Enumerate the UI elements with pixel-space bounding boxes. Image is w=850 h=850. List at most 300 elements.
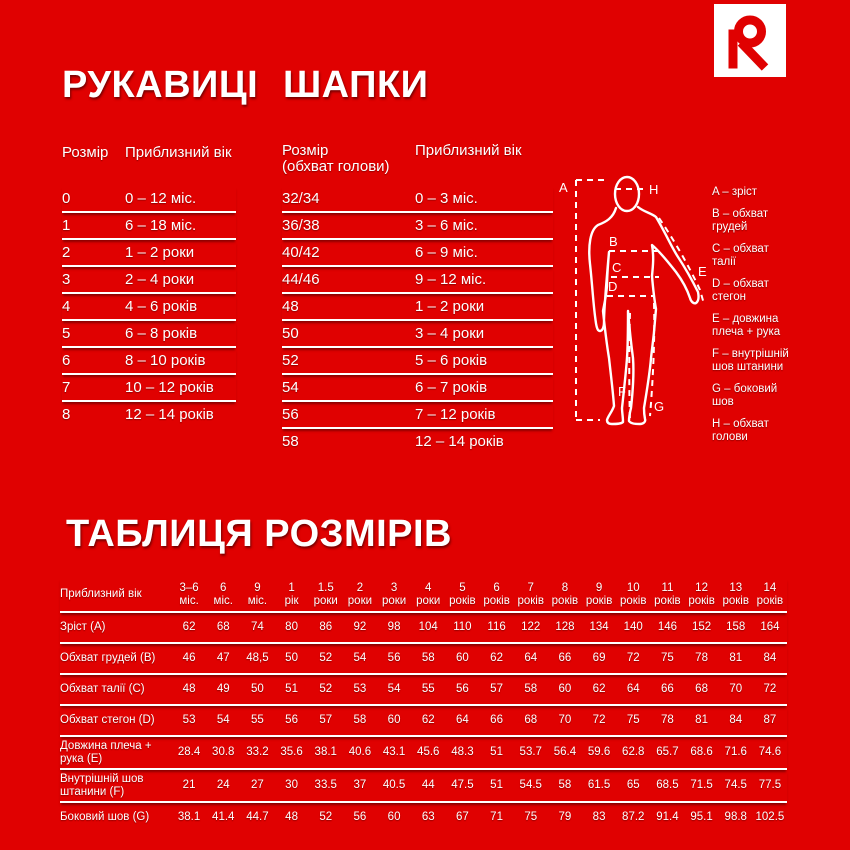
hats-col-size-line2: (обхват голови) (282, 158, 390, 175)
figure-label-A: A (559, 180, 568, 195)
hats-table-row (282, 267, 553, 294)
age-column-unit: років (585, 594, 613, 607)
mittens-table-row (62, 294, 236, 321)
age-column-unit: років (449, 594, 476, 607)
age-column-unit: роки (313, 594, 338, 607)
size-table-value-cell: 50 (285, 652, 298, 665)
size-table-value-cell: 62 (490, 652, 503, 665)
mittens-table-header (62, 145, 236, 161)
age-column-unit: років (483, 594, 510, 607)
mittens-table (62, 186, 236, 427)
mittens-table-row (62, 348, 236, 375)
age-column-unit: міс. (179, 594, 199, 607)
size-table-value-cell: 104 (418, 621, 438, 634)
age-column-unit: роки (381, 594, 407, 607)
hats-table-row (282, 321, 553, 348)
size-table-age-column (343, 582, 377, 607)
legend-item-line: C – обхват (712, 243, 769, 255)
size-table-age-column (753, 582, 787, 607)
size-table-value-cell: 140 (623, 621, 643, 634)
size-table-value-cell: 33.2 (246, 746, 269, 759)
size-table-age-column (172, 582, 206, 607)
legend-item-line: шов штанини (712, 361, 784, 373)
size-table-value-cell: 57 (490, 683, 503, 696)
size-table-value-cell: 40.5 (382, 779, 406, 792)
size-table-value-cell: 56 (285, 714, 298, 727)
mittens-age-cell: 8 – 10 років (125, 352, 206, 369)
size-table-value-cell: 63 (421, 811, 435, 824)
hats-table-row (282, 375, 553, 402)
size-table-value-cell: 72 (592, 714, 606, 727)
age-column-number: 7 (527, 582, 534, 594)
hats-col-size-line1: Розмір (282, 142, 329, 159)
age-column-number: 11 (661, 582, 674, 594)
size-table-value-cell: 71.5 (690, 779, 713, 792)
size-table-row (60, 644, 787, 675)
age-column-number: 1.5 (317, 582, 334, 594)
hats-age-cell: 6 – 7 років (415, 379, 488, 396)
legend-item (712, 383, 832, 409)
age-column-unit: років (619, 594, 647, 607)
size-table-value-cell: 95.1 (690, 811, 713, 824)
legend-item (712, 348, 832, 374)
size-table-age-column (582, 582, 616, 607)
size-table-value-cell: 45.6 (417, 746, 440, 759)
legend-item-line: плеча + рука (712, 326, 781, 338)
size-table-row-label: Довжина плеча + рука (E) (60, 740, 152, 765)
legend-item-line: D – обхват (712, 278, 769, 290)
size-table-value-cell: 52 (319, 652, 333, 665)
hats-age-cell: 12 – 14 років (415, 433, 504, 450)
size-table-value-cell: 116 (487, 621, 506, 634)
size-table-value-cell: 98 (387, 621, 401, 634)
size-table-value-cell: 66 (661, 683, 674, 696)
size-table-value-cell: 67 (456, 811, 469, 824)
mittens-size-cell: 1 (62, 217, 71, 234)
size-table-value-cell: 98.8 (724, 811, 747, 824)
hats-age-cell: 6 – 9 міс. (415, 244, 478, 261)
size-table-value-cell: 83 (592, 811, 606, 824)
size-table-value-cell: 47.5 (451, 779, 474, 792)
size-table-value-cell: 52 (319, 683, 333, 696)
hats-size-cell: 56 (282, 406, 299, 423)
size-table-value-cell: 38.1 (177, 811, 201, 824)
size-table-value-cell: 74 (251, 621, 264, 634)
age-column-number: 5 (459, 582, 466, 594)
measurement-legend (712, 186, 832, 453)
size-table-value-cell: 58 (558, 779, 572, 792)
figure-label-H: H (649, 182, 659, 197)
size-table-value-cell: 60 (387, 811, 401, 824)
age-column-unit: міс. (213, 594, 233, 607)
size-table-age-column (685, 582, 719, 607)
size-table-value-cell: 64 (626, 683, 640, 696)
mittens-age-cell: 6 – 8 років (125, 325, 198, 342)
age-column-unit: років (551, 594, 579, 607)
mittens-size-cell: 8 (62, 406, 71, 423)
hats-size-cell: 32/34 (282, 190, 320, 207)
legend-item-line: G – боковий (712, 383, 778, 395)
size-table-value-cell: 44.7 (246, 811, 269, 824)
size-table-value-cell: 65.7 (656, 746, 679, 759)
size-table-value-cell: 51 (285, 683, 298, 696)
size-table-value-cell: 62 (421, 714, 435, 727)
size-table-value-cell: 54.5 (519, 779, 542, 792)
hats-table (282, 186, 553, 454)
age-column-number: 10 (626, 582, 640, 594)
size-table-value-cell: 68 (524, 714, 538, 727)
size-table-value-cell: 75 (524, 811, 538, 824)
size-table-value-cell: 60 (387, 714, 401, 727)
mittens-table-row (62, 213, 236, 240)
size-table-value-cell: 53.7 (519, 746, 542, 759)
size-table-row-label: Боковий шов (G) (60, 811, 150, 824)
size-table-value-cell: 35.6 (280, 746, 303, 759)
size-table-value-cell: 48.3 (451, 746, 474, 759)
mittens-table-row (62, 186, 236, 213)
size-table-value-cell: 71.6 (724, 746, 747, 759)
size-table-value-cell: 62.8 (622, 746, 645, 759)
size-table-value-cell: 75 (626, 714, 640, 727)
age-column-number: 12 (695, 582, 708, 594)
size-table-value-cell: 56 (456, 683, 469, 696)
age-column-number: 4 (425, 582, 432, 594)
size-table-age-column (445, 582, 479, 607)
mittens-age-cell: 12 – 14 років (125, 406, 214, 423)
size-table-value-cell: 69 (592, 652, 606, 665)
legend-item-line: грудей (712, 221, 748, 233)
size-table-value-cell: 60 (558, 683, 572, 696)
size-table-value-cell: 54 (216, 714, 230, 727)
size-table-age-column (480, 582, 514, 607)
size-table-value-cell: 64 (456, 714, 469, 727)
size-table-value-cell: 56 (353, 811, 367, 824)
size-table-value-cell: 78 (695, 652, 708, 665)
size-table-value-cell: 70 (729, 683, 743, 696)
size-table-value-cell: 43.1 (382, 746, 406, 759)
size-table-value-cell: 53 (182, 714, 196, 727)
measure-line-F (629, 313, 630, 422)
size-table-value-cell: 61.5 (587, 779, 611, 792)
size-table-value-cell: 66 (558, 652, 572, 665)
mittens-table-row (62, 267, 236, 294)
size-table-value-cell: 62 (592, 683, 606, 696)
size-table-value-cell: 84 (729, 714, 743, 727)
size-table-row-label: Обхват талії (C) (60, 683, 145, 696)
hats-table-row (282, 240, 553, 267)
size-table-value-cell: 49 (216, 683, 230, 696)
hats-age-cell: 7 – 12 років (415, 406, 496, 423)
age-column-unit: міс. (247, 594, 268, 607)
size-table-age-column (309, 582, 343, 607)
hats-table-row (282, 294, 553, 321)
size-table-row-label: Обхват грудей (B) (60, 652, 156, 665)
size-table-value-cell: 54 (387, 683, 401, 696)
size-table-row-label: Зріст (A) (60, 621, 106, 634)
size-table-value-cell: 48 (182, 683, 196, 696)
mittens-size-cell: 7 (62, 379, 71, 396)
size-table-age-column (548, 582, 582, 607)
hats-size-cell: 50 (282, 325, 299, 342)
mittens-col-size: Розмір (62, 144, 109, 161)
age-column-number: 3–6 (179, 582, 199, 594)
age-column-unit: років (688, 594, 715, 607)
size-table-value-cell: 64 (524, 652, 538, 665)
size-table-header-row (60, 578, 787, 613)
hats-age-cell: 9 – 12 міс. (415, 271, 487, 288)
mittens-age-cell: 1 – 2 роки (125, 244, 195, 261)
size-table-value-cell: 158 (726, 621, 746, 634)
size-table-value-cell: 48 (285, 811, 298, 824)
size-table-value-cell: 30 (285, 779, 298, 792)
size-table-value-cell: 152 (691, 621, 712, 634)
size-table-value-cell: 51 (490, 779, 503, 792)
size-table-row-label: Внутрішній шов штанини (F) (60, 773, 144, 798)
size-table-value-cell: 102.5 (755, 811, 785, 824)
size-table-value-cell: 72 (763, 683, 777, 696)
size-table-value-cell: 92 (353, 621, 367, 634)
mittens-age-cell: 10 – 12 років (125, 379, 214, 396)
hats-title: ШАПКИ (283, 64, 429, 106)
size-table-value-cell: 51 (490, 746, 503, 759)
hats-table-row (282, 213, 553, 240)
size-table-value-cell: 68.6 (690, 746, 713, 759)
age-column-number: 14 (763, 582, 777, 594)
size-table-value-cell: 47 (216, 652, 230, 665)
size-table-age-column (275, 582, 309, 607)
size-table-title: ТАБЛИЦЯ РОЗМІРІВ (66, 513, 452, 555)
size-table-value-cell: 58 (353, 714, 367, 727)
age-column-number: 13 (729, 582, 743, 594)
age-column-number: 6 (493, 582, 500, 594)
age-column-number: 8 (561, 582, 569, 594)
age-column-number: 9 (254, 582, 261, 594)
mittens-age-cell: 0 – 12 міс. (125, 190, 197, 207)
mittens-size-cell: 0 (62, 190, 71, 207)
figure-label-C: C (612, 260, 622, 275)
size-table-value-cell: 41.4 (212, 811, 235, 824)
reima-r-icon (714, 4, 786, 77)
size-table-value-cell: 44 (421, 779, 435, 792)
size-table-value-cell: 84 (763, 652, 777, 665)
age-column-number: 1 (288, 582, 295, 594)
size-table-value-cell: 72 (626, 652, 640, 665)
legend-item-line: B – обхват (712, 208, 769, 220)
brand-logo (714, 4, 786, 77)
size-table-value-cell: 68 (695, 683, 708, 696)
legend-item-line: талії (712, 256, 736, 268)
hats-size-cell: 52 (282, 352, 299, 369)
age-column-unit: років (654, 594, 681, 607)
size-table-value-cell: 33.5 (314, 779, 337, 792)
legend-item-line: A – зріст (712, 186, 758, 198)
figure-label-F: F (618, 384, 626, 399)
hats-table-row (282, 429, 553, 454)
size-table-header-label: Приблизний вік (60, 588, 142, 601)
size-table-value-cell: 50 (251, 683, 264, 696)
age-column-unit: рік (284, 594, 299, 607)
size-table-value-cell: 21 (182, 779, 196, 792)
mittens-size-cell: 4 (62, 298, 71, 315)
size-table-value-cell: 79 (558, 811, 572, 824)
size-table-age-column (377, 582, 411, 607)
size-table-row (60, 737, 787, 770)
size-table-value-cell: 58 (421, 652, 435, 665)
mittens-age-cell: 2 – 4 роки (125, 271, 195, 288)
hats-size-cell: 58 (282, 433, 299, 450)
size-table-value-cell: 77.5 (758, 779, 782, 792)
size-table-value-cell: 80 (285, 621, 298, 634)
size-table-value-cell: 57 (319, 714, 333, 727)
size-table-value-cell: 30.8 (212, 746, 235, 759)
size-table-value-cell: 91.4 (656, 811, 679, 824)
age-column-unit: років (722, 594, 749, 607)
hats-age-cell: 5 – 6 років (415, 352, 488, 369)
size-table-age-column (514, 582, 548, 607)
size-table-value-cell: 55 (251, 714, 264, 727)
size-table-value-cell: 55 (421, 683, 435, 696)
size-table-value-cell: 70 (558, 714, 572, 727)
size-table-age-column (206, 582, 240, 607)
hats-age-cell: 0 – 3 міс. (415, 190, 478, 207)
size-table-value-cell: 24 (216, 779, 230, 792)
hats-table-row (282, 348, 553, 375)
figure-label-G: G (654, 399, 665, 414)
legend-item (712, 278, 832, 304)
size-table-value-cell: 87.2 (622, 811, 645, 824)
hats-age-cell: 3 – 4 роки (415, 325, 485, 342)
hats-size-cell: 48 (282, 298, 299, 315)
size-table-row (60, 706, 787, 737)
size-table-value-cell: 81 (695, 714, 708, 727)
size-table-value-cell: 68.5 (656, 779, 679, 792)
mittens-size-cell: 5 (62, 325, 71, 342)
age-column-number: 2 (356, 582, 364, 594)
mittens-title: РУКАВИЦІ (62, 64, 259, 106)
age-column-unit: років (517, 594, 544, 607)
size-table-age-column (719, 582, 753, 607)
size-table-value-cell: 146 (657, 621, 677, 634)
hats-size-cell: 36/38 (282, 217, 320, 234)
size-table-value-cell: 65 (626, 779, 640, 792)
figure-head (615, 177, 639, 211)
size-table-age-column (411, 582, 445, 607)
size-table-value-cell: 59.6 (587, 746, 611, 759)
age-column-number: 3 (390, 582, 398, 594)
legend-item (712, 243, 832, 269)
hats-table-header (282, 143, 553, 175)
size-table-value-cell: 40.6 (348, 746, 372, 759)
mittens-age-cell: 4 – 6 років (125, 298, 198, 315)
size-table-value-cell: 28.4 (177, 746, 201, 759)
size-table-row (60, 770, 787, 803)
size-table-value-cell: 52 (319, 811, 333, 824)
age-column-number: 9 (595, 582, 603, 594)
mittens-age-cell: 6 – 18 міс. (125, 217, 197, 234)
size-table-value-cell: 128 (555, 621, 575, 634)
legend-item-line: стегон (712, 291, 746, 303)
size-table-value-cell: 53 (353, 683, 367, 696)
size-table-value-cell: 27 (251, 779, 264, 792)
size-table-value-cell: 56 (387, 652, 401, 665)
legend-item (712, 313, 832, 339)
mittens-table-row (62, 240, 236, 267)
size-table-value-cell: 60 (456, 652, 469, 665)
legend-item-line: шов (712, 396, 734, 408)
size-table-value-cell: 58 (524, 683, 538, 696)
mittens-size-cell: 3 (62, 271, 71, 288)
size-table-age-column (650, 582, 684, 607)
mittens-col-age: Приблизний вік (125, 144, 232, 161)
size-table-value-cell: 74.6 (758, 746, 782, 759)
size-table (60, 578, 787, 832)
legend-item (712, 186, 832, 199)
size-table-row (60, 675, 787, 706)
size-table-value-cell: 75 (661, 652, 674, 665)
figure-label-E: E (698, 264, 707, 279)
size-table-row (60, 803, 787, 832)
size-table-value-cell: 48,5 (246, 652, 269, 665)
size-table-age-column (616, 582, 650, 607)
size-table-value-cell: 122 (521, 621, 541, 634)
age-column-unit: роки (347, 594, 373, 607)
size-table-age-column (240, 582, 274, 607)
hats-age-cell: 1 – 2 роки (415, 298, 485, 315)
size-table-value-cell: 110 (453, 621, 472, 634)
legend-item (712, 418, 832, 444)
hats-table-row (282, 402, 553, 429)
size-table-value-cell: 54 (353, 652, 367, 665)
legend-item-line: H – обхват (712, 418, 769, 430)
hats-col-age: Приблизний вік (415, 142, 522, 159)
mittens-table-row (62, 402, 236, 427)
size-table-value-cell: 56.4 (553, 746, 577, 759)
size-table-value-cell: 46 (182, 652, 196, 665)
size-table-value-cell: 38.1 (314, 746, 337, 759)
size-table-row (60, 613, 787, 644)
mittens-size-cell: 2 (62, 244, 71, 261)
mittens-table-row (62, 375, 236, 402)
size-table-value-cell: 164 (760, 621, 780, 634)
hats-table-row (282, 186, 553, 213)
legend-item (712, 208, 832, 234)
figure-label-B: B (609, 234, 618, 249)
figure-body-outline (589, 207, 698, 424)
hats-size-cell: 44/46 (282, 271, 320, 288)
size-table-value-cell: 68 (216, 621, 230, 634)
legend-item-line: E – довжина (712, 313, 779, 325)
size-table-row-label: Обхват стегон (D) (60, 714, 155, 727)
hats-size-cell: 54 (282, 379, 299, 396)
mittens-size-cell: 6 (62, 352, 71, 369)
size-table-value-cell: 87 (763, 714, 777, 727)
age-column-unit: років (756, 594, 784, 607)
size-table-value-cell: 37 (353, 779, 367, 792)
size-table-value-cell: 78 (661, 714, 674, 727)
figure-label-D: D (608, 279, 618, 294)
body-measurement-diagram (552, 158, 714, 450)
legend-item-line: голови (712, 431, 748, 443)
size-table-value-cell: 134 (589, 621, 609, 634)
legend-item-line: F – внутрішній (712, 348, 789, 360)
hats-col-size (282, 143, 415, 175)
mittens-table-row (62, 321, 236, 348)
size-table-value-cell: 81 (729, 652, 743, 665)
size-table-value-cell: 86 (319, 621, 333, 634)
hats-size-cell: 40/42 (282, 244, 320, 261)
size-table-value-cell: 62 (182, 621, 196, 634)
size-table-value-cell: 71 (490, 811, 503, 824)
